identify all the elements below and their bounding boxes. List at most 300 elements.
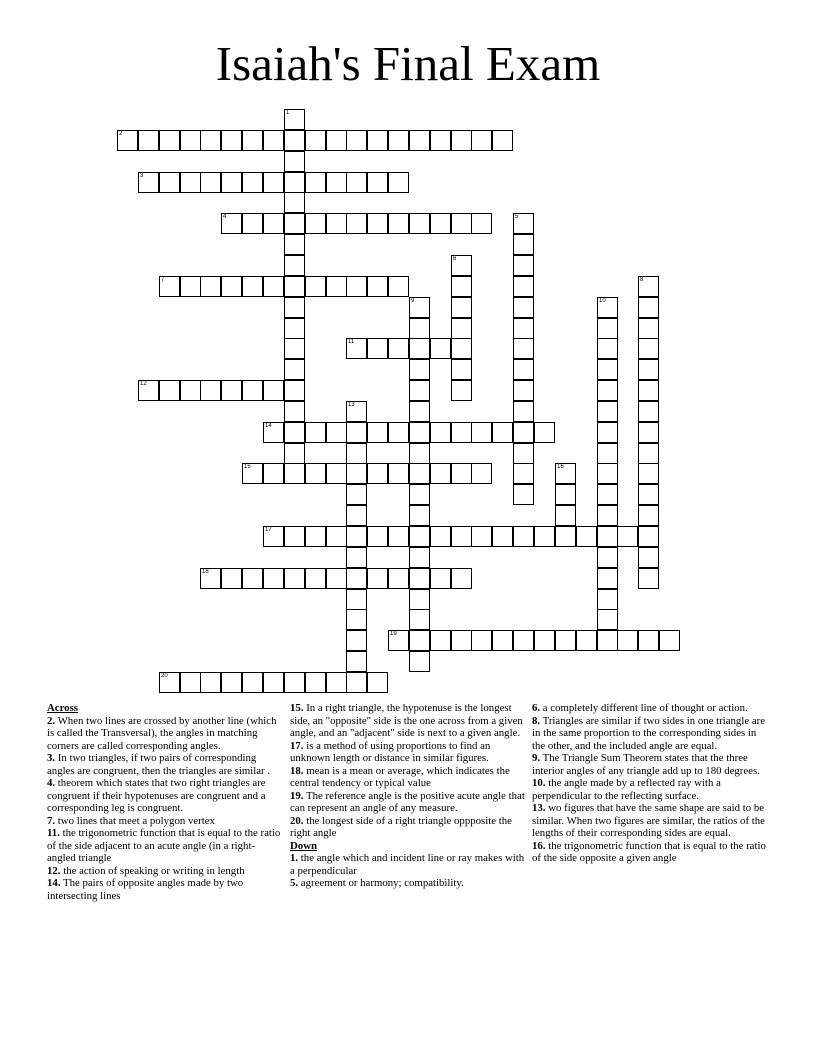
page-title: Isaiah's Final Exam: [215, 36, 601, 91]
grid-cell[interactable]: [513, 401, 534, 422]
clue-number: 1: [286, 110, 290, 116]
grid-cell[interactable]: [409, 359, 430, 380]
grid-cell[interactable]: [597, 401, 618, 422]
grid-cell[interactable]: [534, 422, 555, 443]
clue-item-text: theorem which states that two right triangles are congruent if their hypotenuses are congruent and a corresponding leg is congruent.: [47, 777, 266, 814]
grid-cell[interactable]: [555, 526, 576, 547]
grid-cell[interactable]: [471, 463, 492, 484]
grid-cell[interactable]: [451, 213, 472, 234]
clue-number: 11: [348, 339, 355, 345]
grid-cell[interactable]: [346, 609, 367, 630]
clue-number: 7: [161, 277, 165, 283]
grid-cell[interactable]: [597, 359, 618, 380]
grid-cell[interactable]: [388, 213, 409, 234]
grid-cell[interactable]: [492, 130, 513, 151]
grid-cell[interactable]: [638, 443, 659, 464]
grid-cell[interactable]: [430, 130, 451, 151]
grid-cell[interactable]: [326, 130, 347, 151]
clue-item: [47, 777, 283, 815]
grid-cell[interactable]: [367, 338, 388, 359]
grid-cell[interactable]: [576, 630, 597, 651]
grid-cell[interactable]: [451, 359, 472, 380]
grid-cell[interactable]: [159, 672, 180, 693]
grid-cell[interactable]: [284, 422, 305, 443]
grid-cell[interactable]: [346, 422, 367, 443]
grid-cell[interactable]: [284, 297, 305, 318]
grid-cell[interactable]: [367, 568, 388, 589]
grid-cell[interactable]: [200, 380, 221, 401]
grid-cell[interactable]: [597, 609, 618, 630]
grid-cell[interactable]: [409, 401, 430, 422]
clue-item: [290, 852, 526, 877]
grid-cell[interactable]: [430, 338, 451, 359]
grid-cell[interactable]: [326, 672, 347, 693]
grid-cell[interactable]: [388, 630, 409, 651]
grid-cell[interactable]: [242, 213, 263, 234]
grid-cell[interactable]: [159, 380, 180, 401]
grid-cell[interactable]: [242, 276, 263, 297]
grid-cell[interactable]: [284, 151, 305, 172]
grid-cell[interactable]: [305, 130, 326, 151]
grid-cell[interactable]: [284, 192, 305, 213]
grid-cell[interactable]: [513, 463, 534, 484]
clue-item-number: 5.: [290, 877, 299, 889]
grid-cell[interactable]: [263, 422, 284, 443]
clue-number: 10: [599, 298, 606, 304]
grid-cell[interactable]: [367, 672, 388, 693]
grid-cell[interactable]: [409, 297, 430, 318]
grid-cell[interactable]: [471, 630, 492, 651]
grid-cell[interactable]: [471, 526, 492, 547]
grid-cell[interactable]: [200, 672, 221, 693]
grid-cell[interactable]: [451, 255, 472, 276]
grid-cell[interactable]: [597, 568, 618, 589]
grid-cell[interactable]: [263, 672, 284, 693]
grid-cell[interactable]: [513, 422, 534, 443]
grid-cell[interactable]: [180, 276, 201, 297]
grid-cell[interactable]: [513, 630, 534, 651]
grid-cell[interactable]: [451, 338, 472, 359]
grid-cell[interactable]: [534, 526, 555, 547]
grid-cell[interactable]: [430, 630, 451, 651]
grid-cell[interactable]: [305, 526, 326, 547]
grid-cell[interactable]: [576, 526, 597, 547]
grid-cell[interactable]: [451, 630, 472, 651]
grid-cell[interactable]: [284, 172, 305, 193]
grid-cell[interactable]: [388, 172, 409, 193]
grid-cell[interactable]: [513, 443, 534, 464]
grid-cell[interactable]: [284, 443, 305, 464]
grid-cell[interactable]: [346, 630, 367, 651]
grid-cell[interactable]: [597, 463, 618, 484]
grid-cell[interactable]: [346, 484, 367, 505]
grid-cell[interactable]: [555, 630, 576, 651]
grid-cell[interactable]: [242, 130, 263, 151]
grid-cell[interactable]: [242, 672, 263, 693]
grid-cell[interactable]: [388, 276, 409, 297]
clue-number: 14: [265, 423, 272, 429]
grid-cell[interactable]: [221, 380, 242, 401]
grid-cell[interactable]: [346, 276, 367, 297]
grid-cell[interactable]: [346, 547, 367, 568]
grid-cell[interactable]: [638, 338, 659, 359]
grid-cell[interactable]: [284, 234, 305, 255]
grid-cell[interactable]: [638, 297, 659, 318]
grid-cell[interactable]: [346, 338, 367, 359]
grid-cell[interactable]: [284, 276, 305, 297]
clue-item: [290, 815, 526, 840]
grid-cell[interactable]: [451, 380, 472, 401]
grid-cell[interactable]: [638, 276, 659, 297]
grid-cell[interactable]: [451, 463, 472, 484]
grid-cell[interactable]: [284, 338, 305, 359]
clue-item: [532, 840, 768, 865]
grid-cell[interactable]: [284, 318, 305, 339]
grid-cell[interactable]: [200, 276, 221, 297]
down-heading: Down: [290, 839, 317, 852]
grid-cell[interactable]: [638, 401, 659, 422]
grid-cell[interactable]: [388, 422, 409, 443]
grid-cell[interactable]: [513, 359, 534, 380]
grid-cell[interactable]: [346, 568, 367, 589]
clue-item: [532, 777, 768, 802]
grid-cell[interactable]: [263, 172, 284, 193]
clue-number: 5: [515, 214, 519, 220]
grid-cell[interactable]: [451, 422, 472, 443]
clue-number: 19: [390, 631, 397, 637]
grid-cell[interactable]: [263, 276, 284, 297]
clue-item-number: 18.: [290, 764, 304, 777]
grid-cell[interactable]: [180, 672, 201, 693]
grid-cell[interactable]: [430, 568, 451, 589]
grid-cell[interactable]: [221, 568, 242, 589]
grid-cell[interactable]: [346, 505, 367, 526]
grid-cell[interactable]: [388, 130, 409, 151]
grid-cell[interactable]: [284, 359, 305, 380]
grid-cell[interactable]: [242, 380, 263, 401]
grid-cell[interactable]: [638, 380, 659, 401]
grid-cell[interactable]: [513, 276, 534, 297]
grid-cell[interactable]: [367, 526, 388, 547]
grid-cell[interactable]: [659, 630, 680, 651]
clue-item-text: the trigonometric function that is equal to the ratio of the side adjacent to an acute angle (in a right-angled triangle: [47, 827, 281, 864]
grid-cell[interactable]: [346, 526, 367, 547]
clue-number: 2: [119, 131, 123, 137]
grid-cell[interactable]: [305, 463, 326, 484]
grid-cell[interactable]: [263, 526, 284, 547]
grid-cell[interactable]: [346, 589, 367, 610]
grid-cell[interactable]: [180, 130, 201, 151]
grid-cell[interactable]: [284, 568, 305, 589]
grid-cell[interactable]: [430, 422, 451, 443]
clue-item-number: 12.: [47, 864, 61, 877]
grid-cell[interactable]: [263, 568, 284, 589]
grid-cell[interactable]: [367, 130, 388, 151]
grid-cell[interactable]: [451, 568, 472, 589]
clue-item-text: The reference angle is the positive acute angle that can represent an angle of any measure.: [290, 789, 525, 814]
clue-item-number: 2.: [47, 714, 56, 727]
clue-item-text: The Triangle Sum Theorem states that the three interior angles of any triangle add up to 180 degrees.: [532, 752, 760, 777]
grid-cell[interactable]: [284, 526, 305, 547]
grid-cell[interactable]: [492, 526, 513, 547]
grid-cell[interactable]: [409, 589, 430, 610]
clue-item: [532, 702, 768, 715]
grid-cell[interactable]: [513, 380, 534, 401]
grid-cell[interactable]: [263, 463, 284, 484]
grid-cell[interactable]: [305, 172, 326, 193]
grid-cell[interactable]: [367, 276, 388, 297]
clue-item-number: 14.: [47, 877, 61, 889]
grid-cell[interactable]: [305, 672, 326, 693]
grid-cell[interactable]: [367, 213, 388, 234]
grid-cell[interactable]: [221, 276, 242, 297]
grid-cell[interactable]: [346, 463, 367, 484]
grid-cell[interactable]: [597, 589, 618, 610]
grid-cell[interactable]: [597, 443, 618, 464]
grid-cell[interactable]: [451, 526, 472, 547]
grid-cell[interactable]: [284, 213, 305, 234]
grid-cell[interactable]: [138, 130, 159, 151]
grid-cell[interactable]: [388, 463, 409, 484]
grid-cell[interactable]: [159, 130, 180, 151]
grid-cell[interactable]: [326, 422, 347, 443]
grid-cell[interactable]: [367, 463, 388, 484]
grid-cell[interactable]: [409, 484, 430, 505]
clue-column-3: [532, 702, 768, 865]
grid-cell[interactable]: [430, 526, 451, 547]
clue-item: [290, 702, 526, 740]
clue-column-1: [47, 702, 283, 902]
grid-cell[interactable]: [409, 130, 430, 151]
grid-cell[interactable]: [180, 380, 201, 401]
grid-cell[interactable]: [284, 380, 305, 401]
clue-item-text: In two triangles, if two pairs of corresponding angles are congruent, then the triangles are similar .: [47, 752, 271, 777]
grid-cell[interactable]: [597, 318, 618, 339]
grid-cell[interactable]: [305, 568, 326, 589]
clue-item-text: the angle made by a reflected ray with a perpendicular to the reflecting surface.: [532, 777, 721, 802]
grid-cell[interactable]: [263, 213, 284, 234]
grid-cell[interactable]: [555, 484, 576, 505]
grid-cell[interactable]: [284, 401, 305, 422]
clue-number: 16: [557, 464, 564, 470]
grid-cell[interactable]: [305, 422, 326, 443]
grid-cell[interactable]: [221, 672, 242, 693]
grid-cell[interactable]: [513, 318, 534, 339]
grid-cell[interactable]: [326, 172, 347, 193]
grid-cell[interactable]: [346, 401, 367, 422]
grid-cell[interactable]: [597, 505, 618, 526]
grid-cell[interactable]: [221, 172, 242, 193]
grid-cell[interactable]: [430, 463, 451, 484]
grid-cell[interactable]: [451, 130, 472, 151]
grid-cell[interactable]: [513, 234, 534, 255]
grid-cell[interactable]: [388, 568, 409, 589]
clue-number: 15: [244, 464, 251, 470]
grid-cell[interactable]: [326, 276, 347, 297]
grid-cell[interactable]: [346, 130, 367, 151]
across-heading: Across: [47, 702, 78, 714]
grid-cell[interactable]: [409, 338, 430, 359]
grid-cell[interactable]: [159, 276, 180, 297]
grid-cell[interactable]: [409, 630, 430, 651]
grid-cell[interactable]: [534, 630, 555, 651]
clue-item-text: In a right triangle, the hypotenuse is the longest side, an "opposite" side is the one across from a given angle, and an "adjacent" side is next to a given angle.: [290, 702, 523, 739]
grid-cell[interactable]: [409, 651, 430, 672]
grid-cell[interactable]: [409, 443, 430, 464]
grid-cell[interactable]: [159, 172, 180, 193]
clue-item-text: The pairs of opposite angles made by two intersecting lines: [47, 877, 244, 902]
grid-cell[interactable]: [200, 130, 221, 151]
grid-cell[interactable]: [221, 130, 242, 151]
grid-cell[interactable]: [513, 255, 534, 276]
grid-cell[interactable]: [409, 505, 430, 526]
grid-cell[interactable]: [326, 213, 347, 234]
clue-number: 6: [453, 256, 457, 262]
grid-cell[interactable]: [471, 213, 492, 234]
clue-item: [532, 715, 768, 753]
grid-cell[interactable]: [597, 380, 618, 401]
grid-cell[interactable]: [367, 422, 388, 443]
grid-cell[interactable]: [638, 630, 659, 651]
clue-number: 3: [140, 173, 144, 179]
grid-cell[interactable]: [492, 630, 513, 651]
grid-cell[interactable]: [263, 130, 284, 151]
grid-cell[interactable]: [492, 422, 513, 443]
clue-number: 4: [223, 214, 227, 220]
grid-cell[interactable]: [513, 484, 534, 505]
grid-cell[interactable]: [638, 463, 659, 484]
grid-cell[interactable]: [305, 276, 326, 297]
grid-cell[interactable]: [471, 130, 492, 151]
grid-cell[interactable]: [638, 422, 659, 443]
grid-cell[interactable]: [409, 568, 430, 589]
grid-cell[interactable]: [409, 213, 430, 234]
clue-item-text: the trigonometric function that is equal to the ratio of the side opposite a given angle: [532, 839, 766, 864]
grid-cell[interactable]: [513, 338, 534, 359]
grid-cell[interactable]: [346, 651, 367, 672]
grid-cell[interactable]: [471, 422, 492, 443]
grid-cell[interactable]: [305, 213, 326, 234]
grid-cell[interactable]: [597, 526, 618, 547]
grid-cell[interactable]: [409, 609, 430, 630]
clue-item-text: the angle which and incident line or ray makes with a perpendicular: [290, 852, 525, 877]
grid-cell[interactable]: [638, 526, 659, 547]
clue-item-text: the longest side of a right triangle oppposite the right angle: [290, 814, 512, 839]
grid-cell[interactable]: [638, 484, 659, 505]
grid-cell[interactable]: [409, 318, 430, 339]
clue-item-number: 15.: [290, 702, 304, 714]
grid-cell[interactable]: [242, 463, 263, 484]
grid-cell[interactable]: [409, 526, 430, 547]
grid-cell[interactable]: [409, 547, 430, 568]
clue-item-number: 8.: [532, 714, 541, 727]
grid-cell[interactable]: [242, 568, 263, 589]
grid-cell[interactable]: [388, 526, 409, 547]
grid-cell[interactable]: [597, 547, 618, 568]
clue-item-text: is a method of using proportions to find an unknown length or distance in similar figures.: [290, 739, 491, 764]
grid-cell[interactable]: [451, 276, 472, 297]
clue-list: [0, 702, 816, 952]
clue-number: 18: [202, 569, 209, 575]
grid-cell[interactable]: [221, 213, 242, 234]
grid-cell[interactable]: [638, 547, 659, 568]
grid-cell[interactable]: [597, 338, 618, 359]
clue-item-number: 9.: [532, 752, 541, 764]
grid-cell[interactable]: [200, 172, 221, 193]
grid-cell[interactable]: [638, 318, 659, 339]
grid-cell[interactable]: [284, 255, 305, 276]
grid-cell[interactable]: [117, 130, 138, 151]
grid-cell[interactable]: [638, 359, 659, 380]
clue-number: 20: [161, 673, 168, 679]
grid-cell[interactable]: [638, 505, 659, 526]
grid-cell[interactable]: [617, 630, 638, 651]
clue-number: 17: [265, 527, 272, 533]
grid-cell[interactable]: [284, 109, 305, 130]
clue-item-text: agreement or harmony; compatibility.: [298, 877, 464, 889]
clue-item-number: 19.: [290, 789, 304, 802]
clue-item-text: When two lines are crossed by another line (which is called the Transversal), the angles in matching corners are called corresponding angles.: [47, 714, 277, 752]
grid-cell[interactable]: [597, 422, 618, 443]
grid-cell[interactable]: [555, 505, 576, 526]
grid-cell[interactable]: [638, 568, 659, 589]
clue-item: [47, 827, 283, 865]
grid-cell[interactable]: [555, 463, 576, 484]
grid-cell[interactable]: [409, 463, 430, 484]
grid-cell[interactable]: [346, 172, 367, 193]
grid-cell[interactable]: [409, 380, 430, 401]
grid-cell[interactable]: [326, 526, 347, 547]
clue-item-number: 16.: [532, 839, 546, 852]
grid-cell[interactable]: [513, 213, 534, 234]
grid-cell[interactable]: [513, 297, 534, 318]
grid-cell[interactable]: [200, 568, 221, 589]
clue-item-text: wo figures that have the same shape are said to be similar. When two figures are similar, the ratios of the lengths of their corresponding sides are equal.: [532, 802, 765, 839]
clue-item-number: 20.: [290, 814, 304, 827]
grid-cell[interactable]: [326, 463, 347, 484]
grid-cell[interactable]: [138, 380, 159, 401]
clue-item: [290, 877, 526, 890]
clue-item: [532, 802, 768, 840]
grid-cell[interactable]: [138, 172, 159, 193]
grid-cell[interactable]: [346, 672, 367, 693]
grid-cell[interactable]: [284, 130, 305, 151]
grid-cell[interactable]: [513, 526, 534, 547]
grid-cell[interactable]: [263, 380, 284, 401]
clue-item: [47, 865, 283, 878]
grid-cell[interactable]: [284, 463, 305, 484]
grid-cell[interactable]: [367, 172, 388, 193]
clue-item-number: 11.: [47, 827, 60, 839]
grid-cell[interactable]: [284, 672, 305, 693]
grid-cell[interactable]: [430, 213, 451, 234]
grid-cell[interactable]: [326, 568, 347, 589]
grid-cell[interactable]: [597, 630, 618, 651]
grid-cell[interactable]: [346, 443, 367, 464]
clue-item-text: two lines that meet a polygon vertex: [55, 814, 215, 827]
grid-cell[interactable]: [597, 297, 618, 318]
grid-cell[interactable]: [346, 213, 367, 234]
grid-cell[interactable]: [451, 297, 472, 318]
grid-cell[interactable]: [597, 484, 618, 505]
grid-cell[interactable]: [388, 338, 409, 359]
grid-cell[interactable]: [409, 422, 430, 443]
clue-item: [47, 877, 283, 902]
grid-cell[interactable]: [617, 526, 638, 547]
grid-cell[interactable]: [451, 318, 472, 339]
grid-cell[interactable]: [180, 172, 201, 193]
grid-cell[interactable]: [242, 172, 263, 193]
